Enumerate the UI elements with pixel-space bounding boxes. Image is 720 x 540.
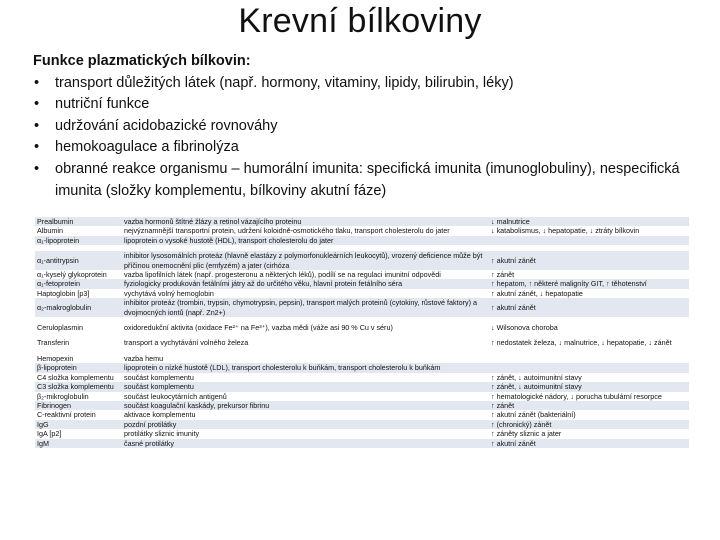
protein-function: aktivace komplementu — [124, 410, 196, 420]
protein-change: ↑ nedostatek železa, ↓ malnutrice, ↓ hepatopatie, ↓ zánět — [491, 338, 672, 348]
protein-function: inhibitor lysosomálních proteáz (hlavně elastázy z polymorfonukleárních leukocytů), vrozený deficience může být příčinou onemocnění plic (emfyzém) a jater (cirhóza — [122, 251, 489, 270]
protein-change: ↑ akutní zánět — [489, 439, 689, 448]
intro-section — [33, 51, 713, 202]
protein-change: ↑ (chronický) zánět — [489, 420, 689, 429]
protein-name: Hemopexin — [37, 353, 74, 363]
function-bullet: • nutriční funkce — [33, 94, 713, 116]
protein-function: součást leukocytárních antigenů — [124, 391, 227, 401]
function-list — [33, 73, 713, 203]
protein-change: ↑ hepatom, ↑ některé maligníty GIT, ↑ těhotenství — [489, 279, 689, 288]
protein-function: oxidoredukční aktivita (oxidace Fe²⁺ na Fe³⁺), vazba mědi (váže asi 90 % Cu v séru) — [124, 323, 393, 333]
table-row — [35, 338, 689, 347]
protein-function: časné protilátky — [122, 439, 489, 448]
table-row — [35, 323, 689, 332]
table-row — [35, 354, 689, 363]
table-row — [35, 382, 689, 391]
protein-change — [489, 236, 689, 245]
protein-change: ↑ zánět — [491, 270, 515, 280]
protein-function: součást komplementu — [122, 382, 489, 391]
protein-name: α₂-makroglobulin — [35, 298, 122, 317]
table-row — [35, 363, 689, 372]
protein-function: vazba hormonů štítné žlázy a retinol vázajícího proteinu — [122, 217, 489, 226]
protein-function: lipoprotein o vysoké hustotě (HDL), transport cholesterolu do jater — [122, 236, 489, 245]
protein-change: ↑ akutní zánět — [489, 298, 689, 317]
function-bullet: • udržování acidobazické rovnováhy — [33, 116, 713, 138]
protein-name: C3 složka komplementu — [35, 382, 122, 391]
table-row — [35, 217, 689, 226]
protein-function: inhibitor proteáz (trombin, trypsin, chymotrypsin, pepsin), transport malých proteinů (cytokiny, růstové faktory) a dvojmocných iontů (např. Zn2+) — [122, 298, 489, 317]
protein-change: ↓ Wilsonova choroba — [491, 323, 558, 333]
protein-name: Transferin — [37, 338, 70, 348]
protein-name: IgG — [35, 420, 122, 429]
protein-name: C-reaktivní protein — [37, 410, 96, 420]
protein-function: protilátky sliznic imunity — [124, 429, 200, 439]
protein-name: C4 složka komplementu — [37, 372, 114, 382]
protein-name: α₁-kyselý glykoprotein — [37, 270, 107, 280]
protein-name: α₁-fetoprotein — [35, 279, 122, 288]
protein-name: IgA [p2] — [37, 429, 62, 439]
protein-change — [489, 354, 689, 363]
protein-function: pozdní protilátky — [122, 420, 489, 429]
table-row — [35, 392, 689, 401]
protein-name: Prealbumin — [35, 217, 122, 226]
protein-name: β₂-mikroglobulin — [37, 391, 89, 401]
table-row — [35, 439, 689, 448]
table-row — [35, 289, 689, 298]
function-bullet: • obranné reakce organismu – humorální imunita: specifická imunita (imunoglobuliny), nespecifická imunita (složky komplementu, bílkoviny akutní fáze) — [33, 159, 713, 202]
protein-change: ↑ akutní zánět, ↓ hepatopatie — [491, 288, 583, 298]
slide-title: Krevní bílkoviny — [238, 2, 482, 40]
protein-function: lipoprotein o nízké hustotě (LDL), transport cholesterolu k buňkám, transport cholesterolu k buňkám — [122, 363, 489, 372]
table-row — [35, 401, 689, 410]
protein-change — [489, 363, 689, 372]
protein-change: ↑ zánět — [489, 401, 689, 410]
table-row — [35, 279, 689, 288]
protein-name: β-lipoprotein — [35, 363, 122, 372]
protein-change: ↑ akutní zánět (bakteriální) — [491, 410, 576, 420]
table-row — [35, 236, 689, 245]
protein-name: α₁-lipoprotein — [35, 236, 122, 245]
protein-name: Albumin — [37, 226, 63, 236]
protein-name: α₁-antitrypsin — [35, 251, 122, 270]
intro-heading: Funkce plazmatických bílkovin: — [33, 53, 251, 69]
protein-name: Haptoglobin [p3] — [37, 288, 90, 298]
protein-change: ↓ malnutrice — [489, 217, 689, 226]
protein-name: IgM — [35, 439, 122, 448]
protein-function: fyziologicky produkován fetálními játry až do určitého věku, hlavní protein fetálního séra — [122, 279, 489, 288]
table-row — [35, 410, 689, 419]
protein-change: ↓ katabolismus, ↓ hepatopatie, ↓ ztráty bílkovin — [491, 226, 640, 236]
protein-function: vazba hemu — [124, 353, 164, 363]
protein-name: Fibrinogen — [35, 401, 122, 410]
protein-change: ↑ záněty sliznic a jater — [491, 429, 562, 439]
table-row — [35, 298, 689, 317]
protein-function: nejvýznamnější transportní protein, udržení koloidně-osmotického tlaku, transport cholesterolu do jater — [124, 226, 450, 236]
function-bullet: • hemokoagulace a fibrinolýza — [33, 137, 713, 159]
function-bullet: • transport důležitých látek (např. hormony, vitaminy, lipidy, bilirubin, léky) — [33, 73, 713, 95]
protein-name: Ceruloplasmin — [37, 323, 83, 333]
protein-change: ↑ hematologické nádory, ↓ porucha tubulární resorpce — [491, 391, 662, 401]
table-row — [35, 226, 689, 235]
protein-function: transport a vychytávání volného železa — [124, 338, 249, 348]
table-row — [35, 429, 689, 438]
protein-change: ↑ zánět, ↓ autoimunitní stavy — [489, 382, 689, 391]
table-row — [35, 373, 689, 382]
protein-function: vychytává volný hemoglobin — [124, 288, 214, 298]
protein-function: součást koagulační kaskády, prekursor fibrinu — [122, 401, 489, 410]
table-row — [35, 420, 689, 429]
table-row — [35, 251, 689, 270]
protein-change: ↑ zánět, ↓ autoimunitní stavy — [491, 372, 582, 382]
protein-table — [35, 217, 689, 448]
protein-change: ↑ akutní zánět — [489, 251, 689, 270]
table-row — [35, 270, 689, 279]
protein-function: součást komplementu — [124, 372, 194, 382]
protein-function: vazba lipofilních látek (např. progesteronu a některých léků), podílí se na regulaci imunitní odpovědi — [124, 270, 441, 280]
